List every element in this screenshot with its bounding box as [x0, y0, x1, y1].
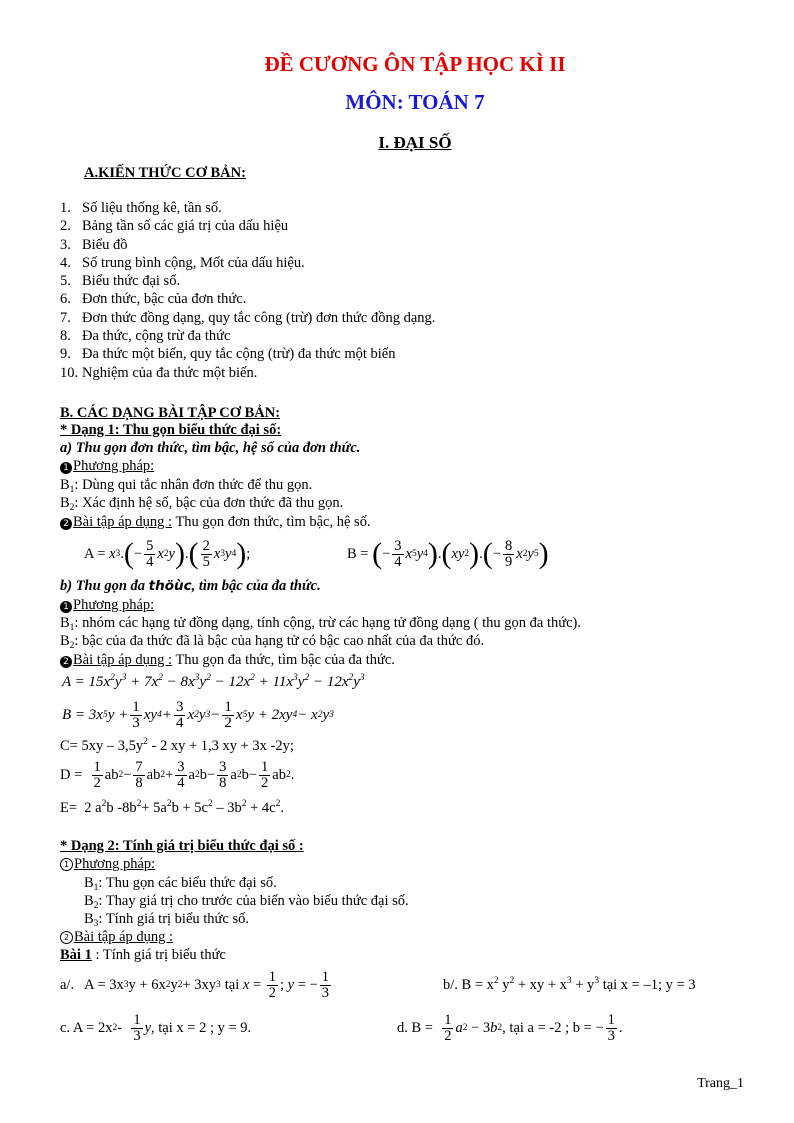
- number-two-icon: 2: [60, 656, 72, 668]
- part-title: I. ĐẠI SỐ: [378, 133, 452, 152]
- expression-a-monomial: A = x 3 . ( − $\frac{5}{4}$ x 2 y ) . ( $\frac{2}{5}$ x 3 y 4 ) ;: [84, 537, 251, 570]
- section-b-heading: B. CÁC DẠNG BÀI TẬP CƠ BẢN:: [60, 405, 281, 421]
- list-item: 10. Nghiệm của đa thức một biến.: [60, 364, 258, 381]
- number-one-icon: 1: [60, 601, 72, 613]
- number-one-icon: 1: [60, 462, 72, 474]
- list-item: 2. Bảng tần số các giá trị của dấu hiệu: [60, 218, 289, 235]
- circled-one-icon: 1: [60, 858, 73, 871]
- list-item: 5. Biểu thức đại số.: [60, 273, 181, 290]
- exercise-c: c. A = 2x 2 - $\frac{1}{3}$ y , tại x = 2 ; y = 9.: [60, 1011, 252, 1044]
- exercise-d: d. B = $\frac{1}{2}$ a 2 − 3 b 2 , tại a = -2 ; b = − $\frac{1}{3}$ .: [397, 1011, 623, 1044]
- method-label-2: 1 Phương pháp:: [60, 856, 155, 873]
- list-item: 1. Số liệu thống kê, tần số.: [60, 200, 222, 216]
- apply-label-2: 2 Bài tập áp dụng :: [60, 929, 173, 946]
- d2-step-b1: $B_1$: Thu gọn các biểu thức đại số.: [84, 875, 277, 893]
- part-b-heading: b) Thu gọn đa thöùc, tìm bậc của đa thức.: [60, 578, 321, 594]
- subject-title: MÔN: TOÁN 7: [345, 90, 485, 114]
- document-title: ĐỀ CƯƠNG ÔN TẬP HỌC KÌ II: [264, 52, 566, 76]
- dang1-heading: * Dạng 1: Thu gọn biểu thức đại số:: [60, 422, 282, 438]
- expression-b-monomial: B = ( − $\frac{3}{4}$ x 5 y 4 ) . ( xy 2 ) . ( − $\frac{8}{9}$ x 2 y 5 ): [347, 537, 549, 570]
- dang2-heading: * Dạng 2: Tính giá trị biểu thức đại số :: [60, 838, 304, 854]
- polynomial-b: B = 3x 5 y + $\frac{1}{3}$ xy 4 + $\frac{3}{4}$ x 2 y 3 − $\frac{1}{2}$ x 5 y + 2xy 4 − x 2 y 3: [62, 698, 334, 731]
- bai1-heading: Bài 1 : Tính giá trị biểu thức: [60, 947, 226, 963]
- method-label: 1 Phương pháp:: [60, 458, 154, 475]
- circled-two-icon: 2: [60, 931, 73, 944]
- list-item: 7. Đơn thức đồng dạng, quy tắc công (trừ) đơn thức đồng dạng.: [60, 309, 436, 326]
- step-b1-b: $B_1$: nhóm các hạng tử đồng dạng, tính cộng, trừ các hạng tử đồng dạng ( thu gọn đa thức).: [60, 615, 582, 633]
- polynomial-d: D = $\frac{1}{2}$ ab 2 − $\frac{7}{8}$ ab 2 + $\frac{3}{4}$ a 2 b− $\frac{3}{8}$ a 2 b− $\frac{1}{2}$ ab 2 .: [60, 758, 295, 791]
- list-item: 4. Số trung bình cộng, Mốt của dấu hiệu.: [60, 254, 305, 271]
- part-a-heading: a) Thu gọn đơn thức, tìm bậc, hệ số của đơn thức.: [60, 440, 361, 456]
- step-b1: $B_1$: Dùng qui tắc nhân đơn thức để thu gọn.: [60, 477, 313, 495]
- apply-label-b: 2 Bài tập áp dụng : Thu gọn đa thức, tìm bậc của đa thức.: [60, 652, 395, 669]
- list-item: 3. Biểu đồ: [60, 236, 128, 253]
- polynomial-e: E= 2 $a^2b$ $-8b^2+ 5a^2b + 5c^2 - 3b^2 + 4c^2$.: [60, 799, 284, 816]
- list-item: 9. Đa thức một biến, quy tắc cộng (trừ) đa thức một biến: [60, 346, 396, 363]
- list-item: 8. Đa thức, cộng trừ đa thức: [60, 328, 231, 345]
- exercise-a: a/. A = 3x 3 y + 6x 2 y 2 + 3xy 3 tại x = $\frac{1}{2}$ ; y = − $\frac{1}{3}$: [60, 968, 329, 1001]
- section-a-heading: A.KIẾN THỨC CƠ BẢN:: [84, 165, 246, 181]
- number-two-icon: 2: [60, 518, 72, 530]
- list-item: 6. Đơn thức, bậc của đơn thức.: [60, 291, 247, 308]
- polynomial-c: $C= 5xy - 3,5y^2 - 2$ xy + 1,3 xy + 3x -2y;: [60, 737, 294, 754]
- d2-step-b2: $B_2$: Thay giá trị cho trước của biến vào biểu thức đại số.: [84, 893, 409, 911]
- knowledge-list: [60, 199, 435, 382]
- polynomial-a: $A = 15x^2y^3 + 7x^2 - 8x^3y^2 - 12x^2 + 11x^3y^2 - 12x^2y^3$: [62, 673, 365, 690]
- method-label-b: 1 Phương pháp:: [60, 597, 154, 614]
- exercise-b: b/. $B = x^2$ $y^2$ + xy + $x^3 + y^3$ tại x = –1; y = 3: [443, 976, 696, 993]
- d2-step-b3: $B_3$: Tính giá trị biểu thức số.: [84, 911, 249, 929]
- page-number: Trang_1: [697, 1076, 744, 1091]
- apply-label: 2 Bài tập áp dụng : Thu gọn đơn thức, tìm bậc, hệ số.: [60, 514, 371, 531]
- step-b2-b: $B_2$: bậc của đa thức đã là bậc của hạng tử có bậc cao nhất của đa thức đó.: [60, 633, 485, 651]
- step-b2: $B_2$: Xác định hệ số, bậc của đơn thức đã thu gọn.: [60, 495, 344, 513]
